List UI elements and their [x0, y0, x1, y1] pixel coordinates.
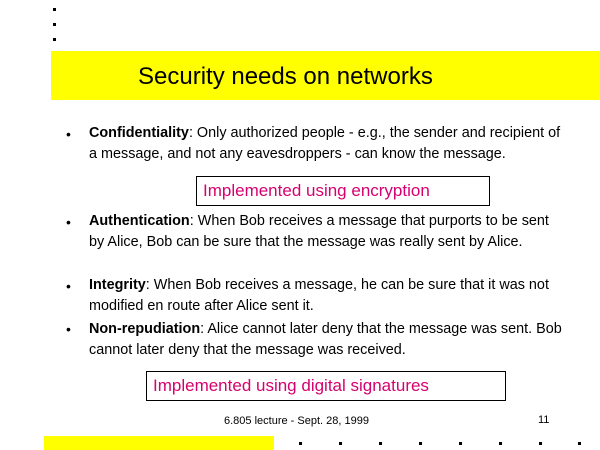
- item-term: Confidentiality: [89, 125, 189, 141]
- decor-dot: [419, 442, 422, 445]
- item-text: : Only authorized people - e.g., the sender and recipient of a message, and not any eavesdroppers - can know the message.: [89, 125, 561, 162]
- item-term: Non-repudiation: [89, 321, 201, 337]
- decor-dot: [379, 442, 382, 445]
- item-term: Integrity: [89, 277, 146, 293]
- bullet-icon: •: [66, 321, 71, 337]
- list-item-confidentiality: [89, 123, 567, 164]
- item-text: : Alice cannot later deny that the message was sent. Bob cannot later deny that the message was received.: [89, 321, 562, 358]
- decor-dot: [578, 442, 581, 445]
- bullet-icon: •: [66, 278, 71, 294]
- item-term: Authentication: [89, 213, 190, 229]
- list-item-non-repudiation: [89, 319, 567, 360]
- slide-title: Security needs on networks: [138, 63, 433, 90]
- item-text: : When Bob receives a message, he can be sure that it was not modified en route after Alice sent it.: [89, 277, 549, 314]
- footer-text: 6.805 lecture - Sept. 28, 1999: [224, 415, 369, 427]
- list-item-authentication: [89, 211, 567, 252]
- list-item-integrity: [89, 275, 567, 316]
- bullet-icon: •: [66, 214, 71, 230]
- decor-dot: [339, 442, 342, 445]
- item-text: : When Bob receives a message that purports to be sent by Alice, Bob can be sure that the message was really sent by Alice.: [89, 213, 549, 250]
- decor-dot: [539, 442, 542, 445]
- encryption-callout: Implemented using encryption: [196, 176, 490, 206]
- signatures-callout: Implemented using digital signatures: [146, 371, 506, 401]
- bullet-icon: •: [66, 126, 71, 142]
- decor-dot: [53, 8, 56, 11]
- decor-dot: [53, 23, 56, 26]
- page-number: 11: [538, 414, 550, 426]
- decor-dot: [459, 442, 462, 445]
- bottom-band: [44, 436, 274, 450]
- decor-dot: [499, 442, 502, 445]
- decor-dot: [53, 38, 56, 41]
- decor-dot: [299, 442, 302, 445]
